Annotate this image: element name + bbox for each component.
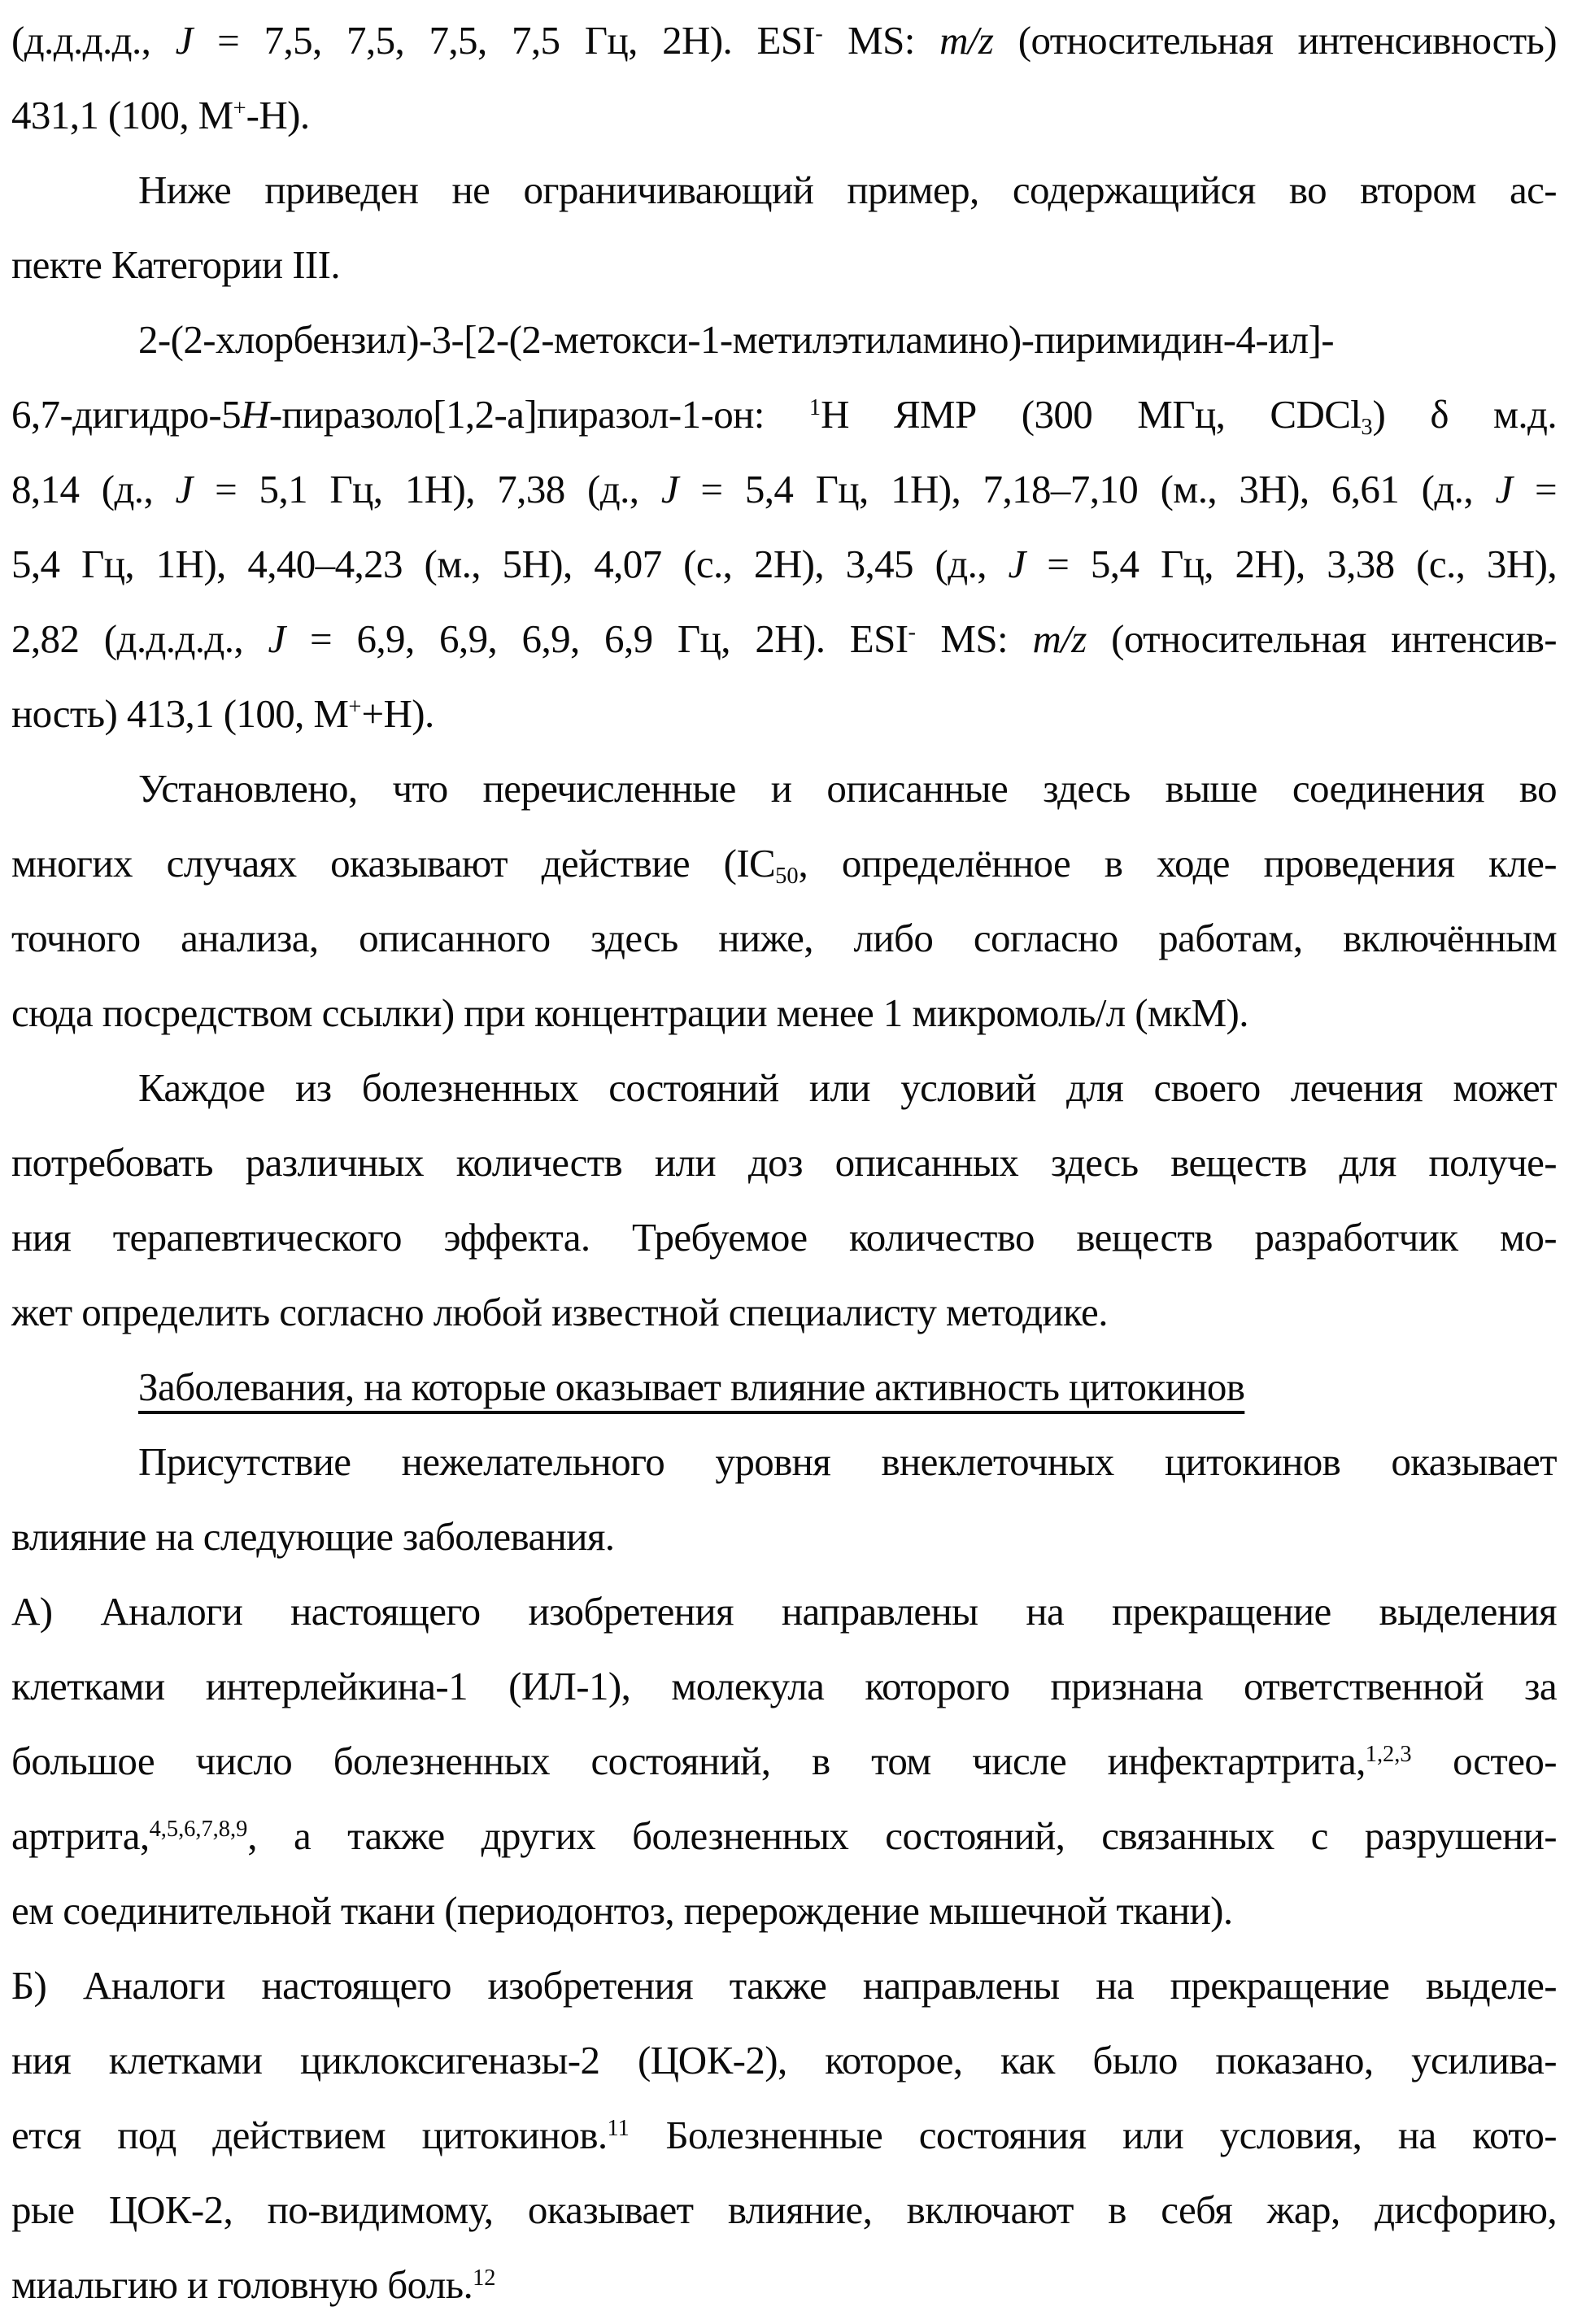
plain-text: (д.д.д.д., <box>11 18 176 63</box>
text-line-content <box>11 2187 1557 2232</box>
text-line <box>11 452 1557 527</box>
plain-text: остео- <box>1411 1739 1557 1783</box>
superscript-text: 11 <box>607 2116 630 2142</box>
plain-text: Ниже приведен не ограничивающий пример, содержащийся во втором ас- <box>138 168 1557 212</box>
text-line <box>11 228 1557 302</box>
text-line-content <box>11 916 1557 960</box>
text-line-content <box>11 691 434 736</box>
text-line <box>11 1948 1557 2023</box>
plain-text: 2,82 (д.д.д.д., <box>11 616 268 661</box>
text-line <box>11 826 1557 901</box>
plain-text: = 7,5, 7,5, 7,5, 7,5 Гц, 2H). ESI <box>192 18 816 63</box>
text-line-content <box>11 2113 1557 2157</box>
plain-text: Каждое из болезненных состояний или условий для своего лечения может <box>138 1065 1557 1110</box>
text-line <box>11 2098 1557 2173</box>
plain-text: влияние на следующие заболевания. <box>11 1514 615 1559</box>
text-line <box>11 602 1557 677</box>
text-line-content <box>11 542 1557 586</box>
text-line-content <box>11 18 1557 63</box>
text-line-content <box>11 1739 1557 1783</box>
text-line <box>11 1649 1557 1724</box>
plain-text: Присутствие нежелательного уровня внеклеточных цитокинов оказывает <box>138 1439 1557 1484</box>
plain-text: Заболевания, на которые оказывает влияние активность цитокинов <box>138 1364 1245 1409</box>
italic-text: m/z <box>939 18 994 63</box>
text-line-content <box>11 616 1557 661</box>
plain-text: MS: <box>822 18 940 63</box>
italic-text: J <box>1008 542 1026 586</box>
plain-text: потребовать различных количеств или доз описанных здесь веществ для получе- <box>11 1140 1557 1185</box>
plain-text: 6,7-дигидро-5 <box>11 392 241 437</box>
plain-text: клетками интерлейкина-1 (ИЛ-1), молекула которого признана ответственной за <box>11 1664 1557 1708</box>
superscript-text: - <box>815 21 823 47</box>
text-line <box>11 302 1557 377</box>
italic-text: J <box>175 18 193 63</box>
text-line-content <box>11 1963 1557 2008</box>
plain-text: ния терапевтического эффекта. Требуемое количество веществ разработчик мо- <box>11 1215 1557 1260</box>
text-line-content <box>11 1290 1108 1334</box>
plain-text: = 6,9, 6,9, 6,9, 6,9 Гц, 2H). ESI <box>285 616 909 661</box>
plain-text: Болезненные состояния или условия, на кото- <box>629 2113 1557 2157</box>
text-line <box>11 1425 1557 1499</box>
italic-text: J <box>175 467 193 511</box>
plain-text: -H). <box>246 93 310 137</box>
text-line <box>11 1200 1557 1275</box>
section-heading <box>138 1364 1244 1409</box>
text-line <box>11 1724 1557 1799</box>
plain-text: MS: <box>915 616 1033 661</box>
text-line-content <box>11 1140 1557 1185</box>
plain-text: , определённое в ходе проведения кле- <box>798 841 1557 886</box>
plain-text: пекте Категории III. <box>11 242 340 287</box>
plain-text: ния клетками циклоксигеназы-2 (ЦОК-2), которое, как было показано, усилива- <box>11 2038 1557 2082</box>
text-line-content <box>11 1215 1557 1260</box>
superscript-text: 1,2,3 <box>1365 1742 1412 1768</box>
italic-text: J <box>268 616 285 661</box>
text-line <box>11 1874 1557 1948</box>
italic-text: H <box>241 392 269 437</box>
text-line <box>11 2023 1557 2098</box>
plain-text: 2-(2-хлорбензил)-3-[2-(2-метокси-1-метилэтиламино)-пиримидин-4-ил]- <box>138 317 1334 362</box>
plain-text: 8,14 (д., <box>11 467 176 511</box>
plain-text: артрита, <box>11 1813 150 1858</box>
superscript-text: 4,5,6,7,8,9 <box>149 1817 248 1843</box>
text-line-content <box>11 1888 1233 1933</box>
text-line-content <box>11 990 1248 1035</box>
plain-text: +H). <box>361 691 434 736</box>
text-line-content <box>11 93 310 137</box>
plain-text: -пиразоло[1,2-a]пиразол-1-он: <box>268 392 809 437</box>
text-line <box>11 1125 1557 1200</box>
text-line <box>11 677 1557 751</box>
text-line-content <box>11 1514 614 1559</box>
plain-text: А) Аналоги настоящего изобретения направлены на прекращение выделения <box>11 1589 1557 1634</box>
plain-text: миальгию и головную боль. <box>11 2262 473 2307</box>
plain-text: ется под действием цитокинов. <box>11 2113 608 2157</box>
plain-text: ) δ м.д. <box>1372 392 1557 437</box>
text-line <box>11 1799 1557 1874</box>
text-line-content <box>11 1813 1557 1858</box>
text-line <box>11 1051 1557 1125</box>
plain-text: многих случаях оказывают действие (IC <box>11 841 776 886</box>
text-line <box>11 1499 1557 1574</box>
text-line-content <box>138 1439 1557 1484</box>
text-line <box>11 1350 1557 1425</box>
italic-text: J <box>1495 467 1513 511</box>
text-line-content <box>11 1589 1557 1634</box>
plain-text: = <box>1512 467 1558 511</box>
plain-text: = 5,4 Гц, 1H), 7,18–7,10 (м., 3H), 6,61 (д., <box>678 467 1496 511</box>
plain-text: точного анализа, описанного здесь ниже, либо согласно работам, включённым <box>11 916 1557 960</box>
text-line-content <box>138 1065 1557 1110</box>
plain-text: H ЯМР (300 МГц, CDCl <box>821 392 1362 437</box>
plain-text: (относительная интенсив- <box>1086 616 1557 661</box>
superscript-text: + <box>233 96 246 122</box>
plain-text: большое число болезненных состояний, в том числе инфектартрита, <box>11 1739 1366 1783</box>
plain-text: , а также других болезненных состояний, связанных с разрушени- <box>247 1813 1557 1858</box>
text-line-content <box>138 317 1334 362</box>
text-line <box>11 2248 1557 2322</box>
text-line-content <box>11 242 340 287</box>
text-line-content <box>11 2038 1557 2082</box>
superscript-text: 12 <box>473 2265 496 2291</box>
text-line-content <box>11 2262 496 2307</box>
plain-text: рые ЦОК-2, по-видимому, оказывает влияние, включают в себя жар, дисфорию, <box>11 2187 1557 2232</box>
text-line <box>11 78 1557 153</box>
plain-text: Б) Аналоги настоящего изобретения также направлены на прекращение выделе- <box>11 1963 1557 2008</box>
text-line <box>11 901 1557 976</box>
plain-text: 5,4 Гц, 1H), 4,40–4,23 (м., 5H), 4,07 (с., 2H), 3,45 (д., <box>11 542 1009 586</box>
plain-text: (относительная интенсивность) <box>993 18 1557 63</box>
text-line-content <box>11 1664 1557 1708</box>
plain-text: ность) 413,1 (100, M <box>11 691 349 736</box>
text-line-content <box>11 467 1557 511</box>
italic-text: m/z <box>1032 616 1087 661</box>
superscript-text: - <box>908 620 916 646</box>
superscript-text: + <box>348 694 362 720</box>
italic-text: J <box>660 467 678 511</box>
superscript-text: 1 <box>808 395 821 421</box>
plain-text: ем соединительной ткани (периодонтоз, перерождение мышечной ткани). <box>11 1888 1233 1933</box>
plain-text: = 5,1 Гц, 1H), 7,38 (д., <box>192 467 661 511</box>
text-line <box>11 1275 1557 1350</box>
text-line <box>11 377 1557 452</box>
text-line-content <box>138 766 1557 811</box>
plain-text: сюда посредством ссылки) при концентрации менее 1 микромоль/л (мкМ). <box>11 990 1248 1035</box>
text-line-content <box>11 841 1557 889</box>
text-line <box>11 3 1557 78</box>
plain-text: 431,1 (100, M <box>11 93 233 137</box>
subscript-text: 3 <box>1361 414 1373 440</box>
text-line-content <box>138 168 1557 212</box>
plain-text: жет определить согласно любой известной специалисту методике. <box>11 1290 1108 1334</box>
text-line <box>11 2173 1557 2248</box>
text-line-content <box>11 392 1557 440</box>
text-line <box>11 976 1557 1051</box>
text-line <box>11 751 1557 826</box>
text-line <box>11 527 1557 602</box>
plain-text: = 5,4 Гц, 2H), 3,38 (с., 3H), <box>1025 542 1557 586</box>
subscript-text: 50 <box>775 863 799 889</box>
text-line <box>11 153 1557 228</box>
plain-text: Установлено, что перечисленные и описанные здесь выше соединения во <box>138 766 1557 811</box>
text-line <box>11 1574 1557 1649</box>
